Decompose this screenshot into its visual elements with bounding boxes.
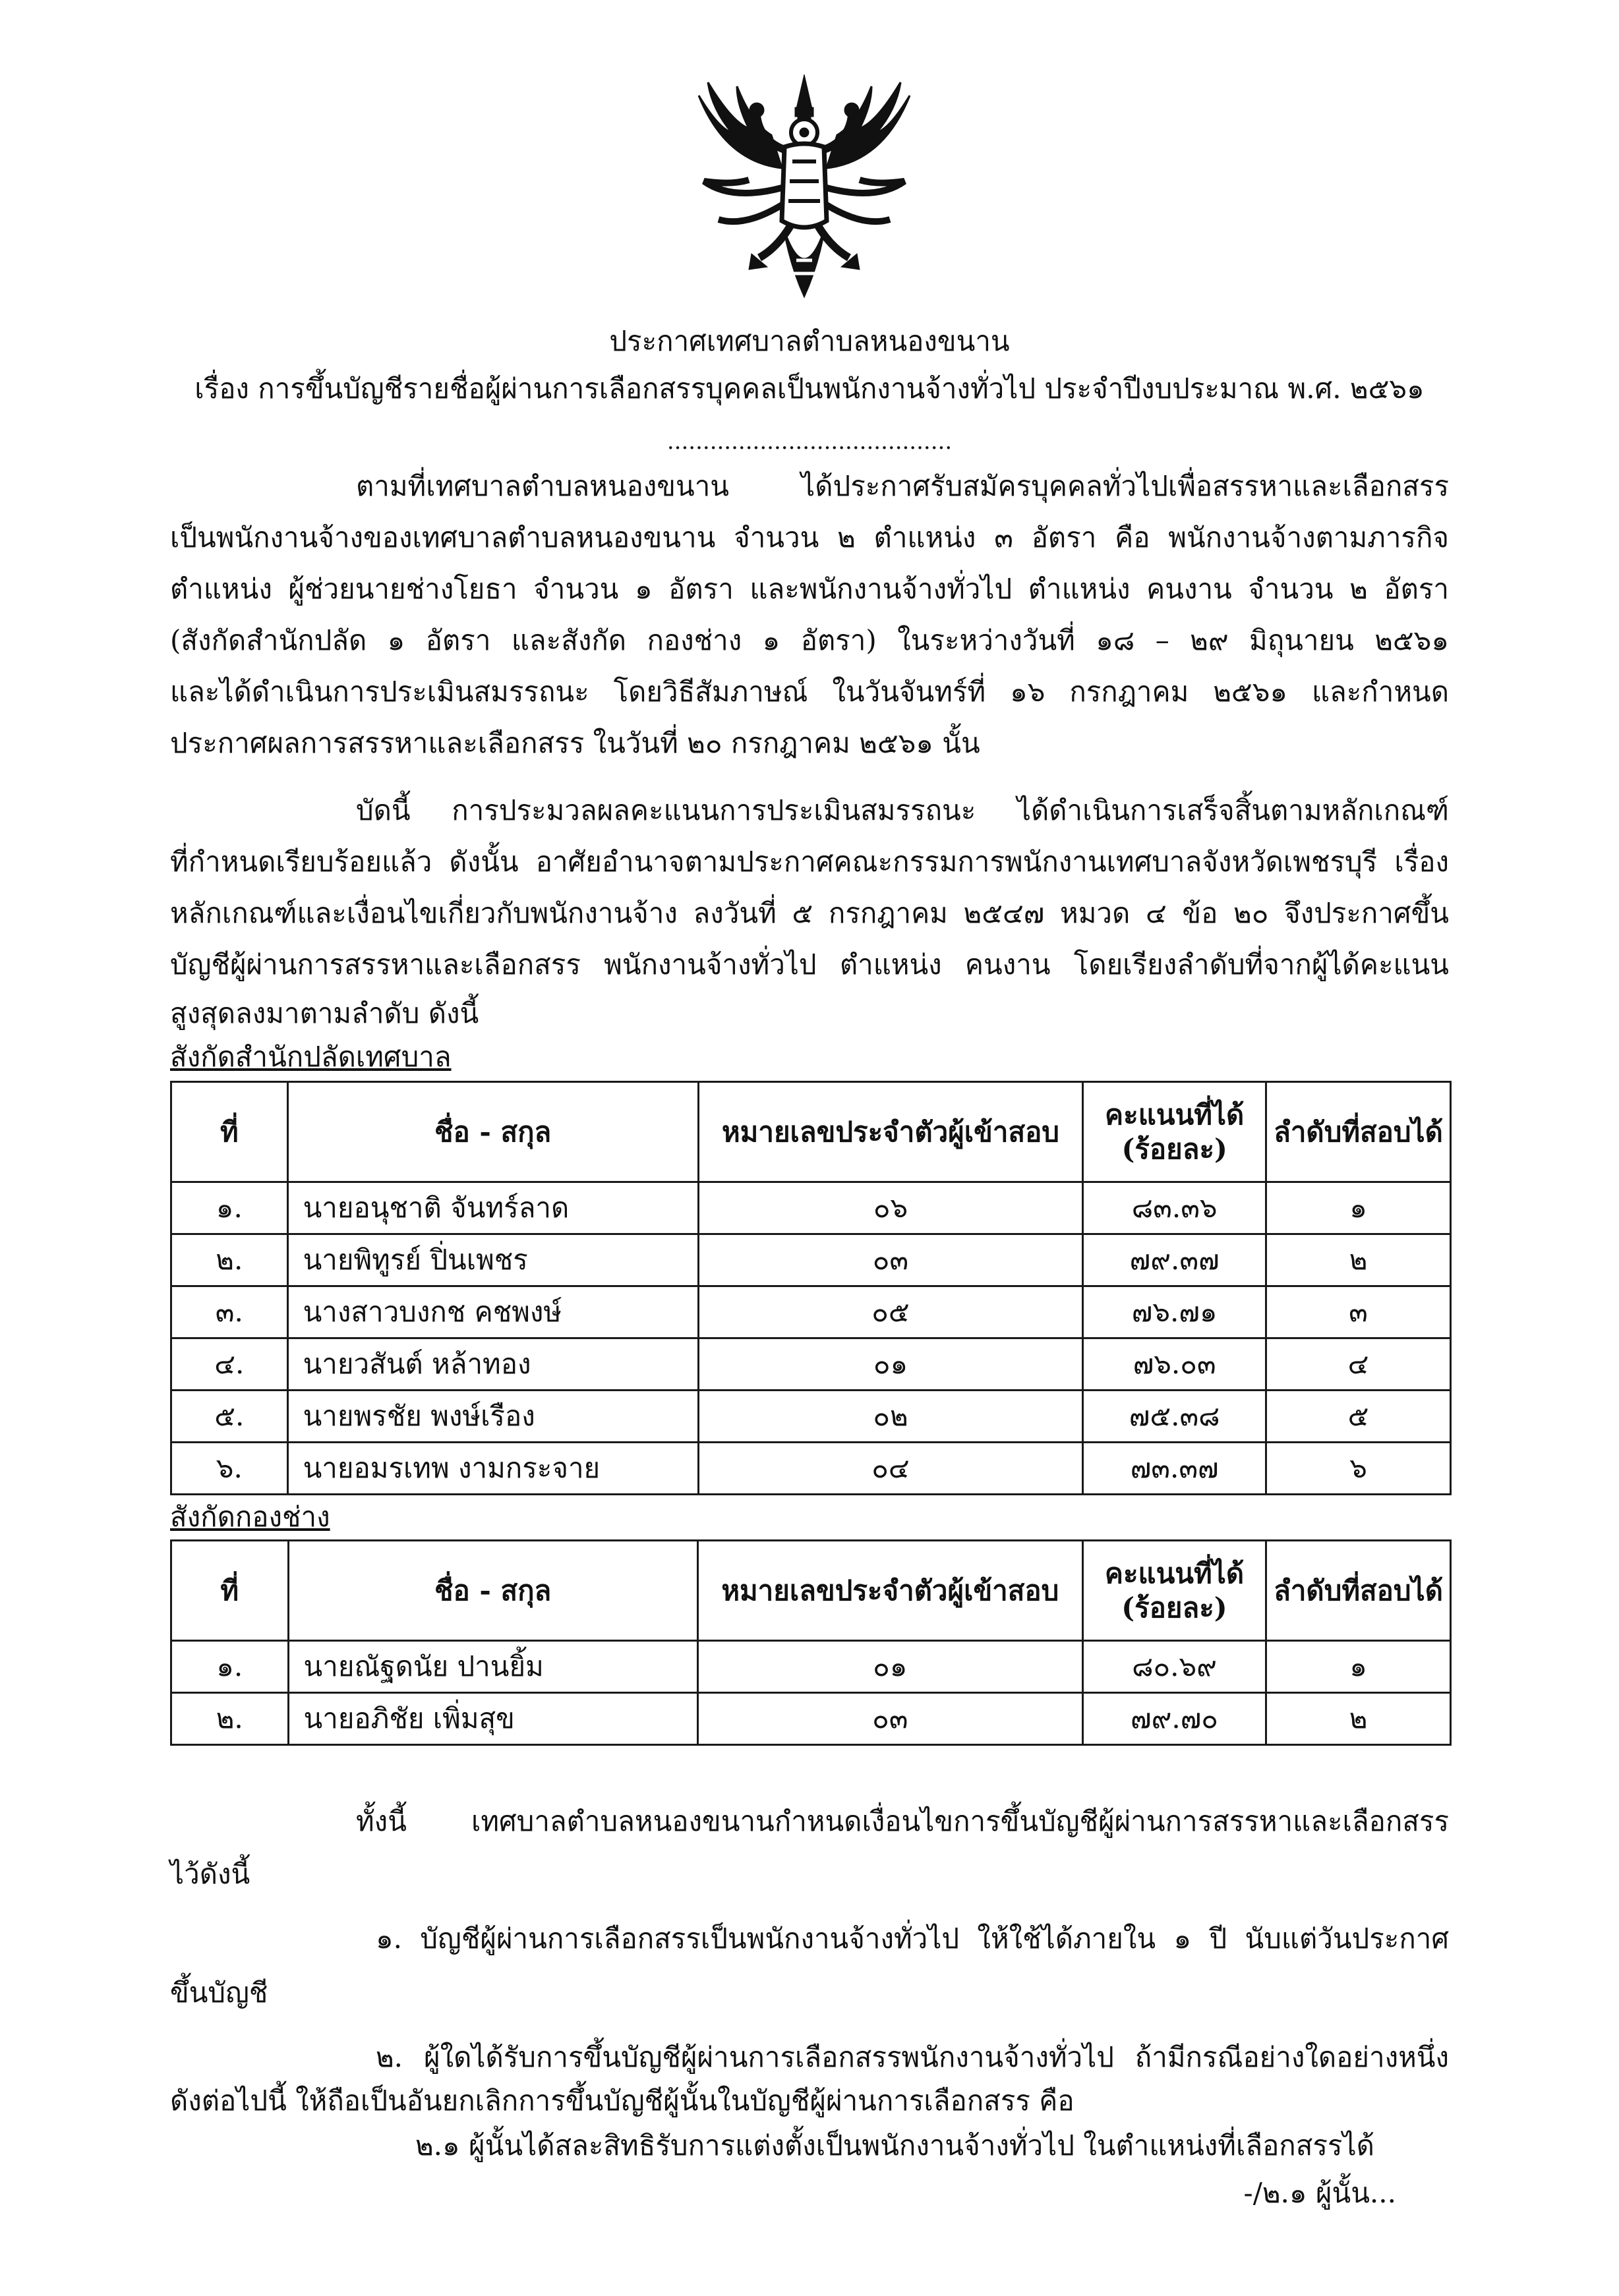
cell-no: ๒. <box>171 1234 288 1286</box>
section1-table <box>170 1081 1452 1495</box>
header-score <box>1082 1541 1266 1641</box>
table-row <box>171 1391 1451 1443</box>
cell-name: นายอภิชัย เพิ่มสุข <box>288 1693 697 1745</box>
cell-exam-id: ๐๕ <box>698 1286 1083 1338</box>
table-row <box>171 1234 1451 1286</box>
condition2-1-line: ๒.๑ ผู้นั้นได้สละสิทธิรับการแต่งตั้งเป็นพนักงานจ้างทั่วไป ในตำแหน่งที่เลือกสรรได้ <box>415 2129 1374 2162</box>
cell-name: นางสาวบงกช คชพงษ์ <box>287 1286 698 1338</box>
header-name: ชื่อ - สกุล <box>288 1541 697 1641</box>
header-score-line2: (ร้อยละ) <box>1121 1591 1227 1624</box>
header-score-line2: (ร้อยละ) <box>1121 1132 1227 1165</box>
cell-name: นายพิทูรย์ ปิ่นเพชร <box>287 1234 698 1286</box>
cell-rank: ๖ <box>1266 1443 1451 1495</box>
cell-name: นายพรชัย พงษ์เรือง <box>287 1391 698 1443</box>
cell-no: ๑. <box>171 1641 289 1693</box>
cell-no: ๑. <box>171 1182 288 1234</box>
section2-title: สังกัดกองช่าง <box>170 1501 330 1533</box>
header-score-line1: คะแนนที่ได้ <box>1105 1098 1245 1131</box>
paragraph1-line: ประกาศผลการสรรหาและเลือกสรร ในวันที่ ๒๐ กรกฎาคม ๒๕๖๑ นั้น <box>170 727 980 759</box>
paragraph1-line: และได้ดำเนินการประเมินสมรรถนะ โดยวิธีสัมภาษณ์ ในวันจันทร์ที่ ๑๖ กรกฎาคม ๒๕๖๑ และกำหนด <box>170 675 1449 708</box>
table-row <box>171 1443 1451 1495</box>
table-header-row <box>171 1541 1451 1641</box>
header-no: ที่ <box>171 1082 288 1182</box>
subject-line: เรื่อง การขึ้นบัญชีรายชื่อผู้ผ่านการเลือกสรรบุคคลเป็นพนักงานจ้างทั่วไป ประจำปีงบประมาณ พ.ศ. ๒๕๖๑ <box>194 372 1425 405</box>
cell-exam-id: ๐๑ <box>697 1641 1082 1693</box>
cell-rank: ๑ <box>1266 1641 1451 1693</box>
cell-exam-id: ๐๔ <box>698 1443 1083 1495</box>
header-name: ชื่อ - สกุล <box>287 1082 698 1182</box>
cell-score: ๘๓.๓๖ <box>1083 1182 1266 1234</box>
cell-exam-id: ๐๓ <box>697 1693 1082 1745</box>
table-row <box>171 1693 1451 1745</box>
cell-score: ๗๓.๓๗ <box>1083 1443 1266 1495</box>
table-row <box>171 1182 1451 1234</box>
cell-name: นายณัฐดนัย ปานยิ้ม <box>288 1641 697 1693</box>
paragraph3-line: ไว้ดังนี้ <box>170 1858 250 1890</box>
cell-no: ๕. <box>171 1391 288 1443</box>
section1-title: สังกัดสำนักปลัดเทศบาล <box>170 1041 452 1073</box>
cell-score: ๗๖.๗๑ <box>1083 1286 1266 1338</box>
cell-rank: ๓ <box>1266 1286 1451 1338</box>
cell-no: ๖. <box>171 1443 288 1495</box>
cell-score: ๗๙.๓๗ <box>1083 1234 1266 1286</box>
condition2-line: ๒. ผู้ใดได้รับการขึ้นบัญชีผู้ผ่านการเลือกสรรพนักงานจ้างทั่วไป ถ้ามีกรณีอย่างใดอย่างหนึ่ง <box>376 2041 1449 2073</box>
cell-exam-id: ๐๓ <box>698 1234 1083 1286</box>
cell-name: นายวสันต์ หล้าทอง <box>287 1338 698 1391</box>
table-row <box>171 1641 1451 1693</box>
cell-rank: ๔ <box>1266 1338 1451 1391</box>
cell-no: ๔. <box>171 1338 288 1391</box>
cell-rank: ๕ <box>1266 1391 1451 1443</box>
paragraph1-line: ตามที่เทศบาลตำบลหนองขนาน ได้ประกาศรับสมัครบุคคลทั่วไปเพื่อสรรหาและเลือกสรร <box>356 470 1449 502</box>
header-score <box>1083 1082 1266 1182</box>
paragraph3-line: ทั้งนี้ เทศบาลตำบลหนองขนานกำหนดเงื่อนไขการขึ้นบัญชีผู้ผ่านการสรรหาและเลือกสรร <box>356 1805 1449 1837</box>
cell-score: ๘๐.๖๙ <box>1082 1641 1266 1693</box>
cell-no: ๓. <box>171 1286 288 1338</box>
header-rank: ลำดับที่สอบได้ <box>1266 1082 1451 1182</box>
table-row <box>171 1338 1451 1391</box>
paragraph2-line: ที่กำหนดเรียบร้อยแล้ว ดังนั้น อาศัยอำนาจตามประกาศคณะกรรมการพนักงานเทศบาลจังหวัดเพชรบุรี เรื่อง <box>170 846 1449 878</box>
header-no: ที่ <box>171 1541 289 1641</box>
organization-title: ประกาศเทศบาลตำบลหนองขนาน <box>609 325 1010 357</box>
table-header-row <box>171 1082 1451 1182</box>
cell-score: ๗๕.๓๘ <box>1083 1391 1266 1443</box>
paragraph2-line: หลักเกณฑ์และเงื่อนไขเกี่ยวกับพนักงานจ้าง ลงวันที่ ๕ กรกฎาคม ๒๕๔๗ หมวด ๔ ข้อ ๒๐ จึงประกาศขึ้น <box>170 897 1449 929</box>
cell-exam-id: ๐๖ <box>698 1182 1083 1234</box>
cell-rank: ๒ <box>1266 1234 1451 1286</box>
condition2-line: ดังต่อไปนี้ ให้ถือเป็นอันยกเลิกการขึ้นบัญชีผู้นั้นในบัญชีผู้ผ่านการเลือกสรร คือ <box>170 2084 1074 2117</box>
cell-name: นายอนุชาติ จันทร์ลาด <box>287 1182 698 1234</box>
cell-score: ๗๙.๗๐ <box>1082 1693 1266 1745</box>
paragraph2-line: บัดนี้ การประมวลผลคะแนนการประเมินสมรรถนะ ได้ดำเนินการเสร็จสิ้นตามหลักเกณฑ์ <box>356 794 1449 826</box>
paragraph1-line: ตำแหน่ง ผู้ช่วยนายช่างโยธา จำนวน ๑ อัตรา และพนักงานจ้างทั่วไป ตำแหน่ง คนงาน จำนวน ๒ อัตรา <box>170 573 1449 605</box>
cell-score: ๗๖.๐๓ <box>1083 1338 1266 1391</box>
cell-rank: ๒ <box>1266 1693 1451 1745</box>
paragraph1-line: เป็นพนักงานจ้างของเทศบาลตำบลหนองขนาน จำนวน ๒ ตำแหน่ง ๓ อัตรา คือ พนักงานจ้างตามภารกิจ <box>170 521 1449 554</box>
paragraph2-line: สูงสุดลงมาตามลำดับ ดังนี้ <box>170 997 479 1029</box>
header-score-line1: คะแนนที่ได้ <box>1104 1557 1245 1590</box>
cell-exam-id: ๐๒ <box>698 1391 1083 1443</box>
cell-rank: ๑ <box>1266 1182 1451 1234</box>
header-exam-id: หมายเลขประจำตัวผู้เข้าสอบ <box>697 1541 1082 1641</box>
header-exam-id: หมายเลขประจำตัวผู้เข้าสอบ <box>698 1082 1083 1182</box>
cell-no: ๒. <box>171 1693 289 1745</box>
paragraph2-line: บัญชีผู้ผ่านการสรรหาและเลือกสรร พนักงานจ้างทั่วไป ตำแหน่ง คนงาน โดยเรียงลำดับที่จากผู้ได้คะแนน <box>170 948 1449 981</box>
section2-table <box>170 1539 1452 1746</box>
table-row <box>171 1286 1451 1338</box>
condition1-line: ขึ้นบัญชี <box>170 1976 268 2009</box>
separator: ........................................ <box>666 428 953 455</box>
condition1-line: ๑. บัญชีผู้ผ่านการเลือกสรรเป็นพนักงานจ้างทั่วไป ให้ใช้ได้ภายใน ๑ ปี นับแต่วันประกาศ <box>376 1922 1449 1955</box>
cell-exam-id: ๐๑ <box>698 1338 1083 1391</box>
paragraph1-line: (สังกัดสำนักปลัด ๑ อัตรา และสังกัด กองช่าง ๑ อัตรา) ในระหว่างวันที่ ๑๘ – ๒๙ มิถุนายน ๒๕๖๑ <box>170 624 1449 656</box>
garuda-emblem-icon <box>686 69 923 306</box>
header-rank: ลำดับที่สอบได้ <box>1266 1541 1451 1641</box>
page-continuation: -/๒.๑ ผู้นั้น... <box>1243 2177 1396 2209</box>
cell-name: นายอมรเทพ งามกระจาย <box>287 1443 698 1495</box>
